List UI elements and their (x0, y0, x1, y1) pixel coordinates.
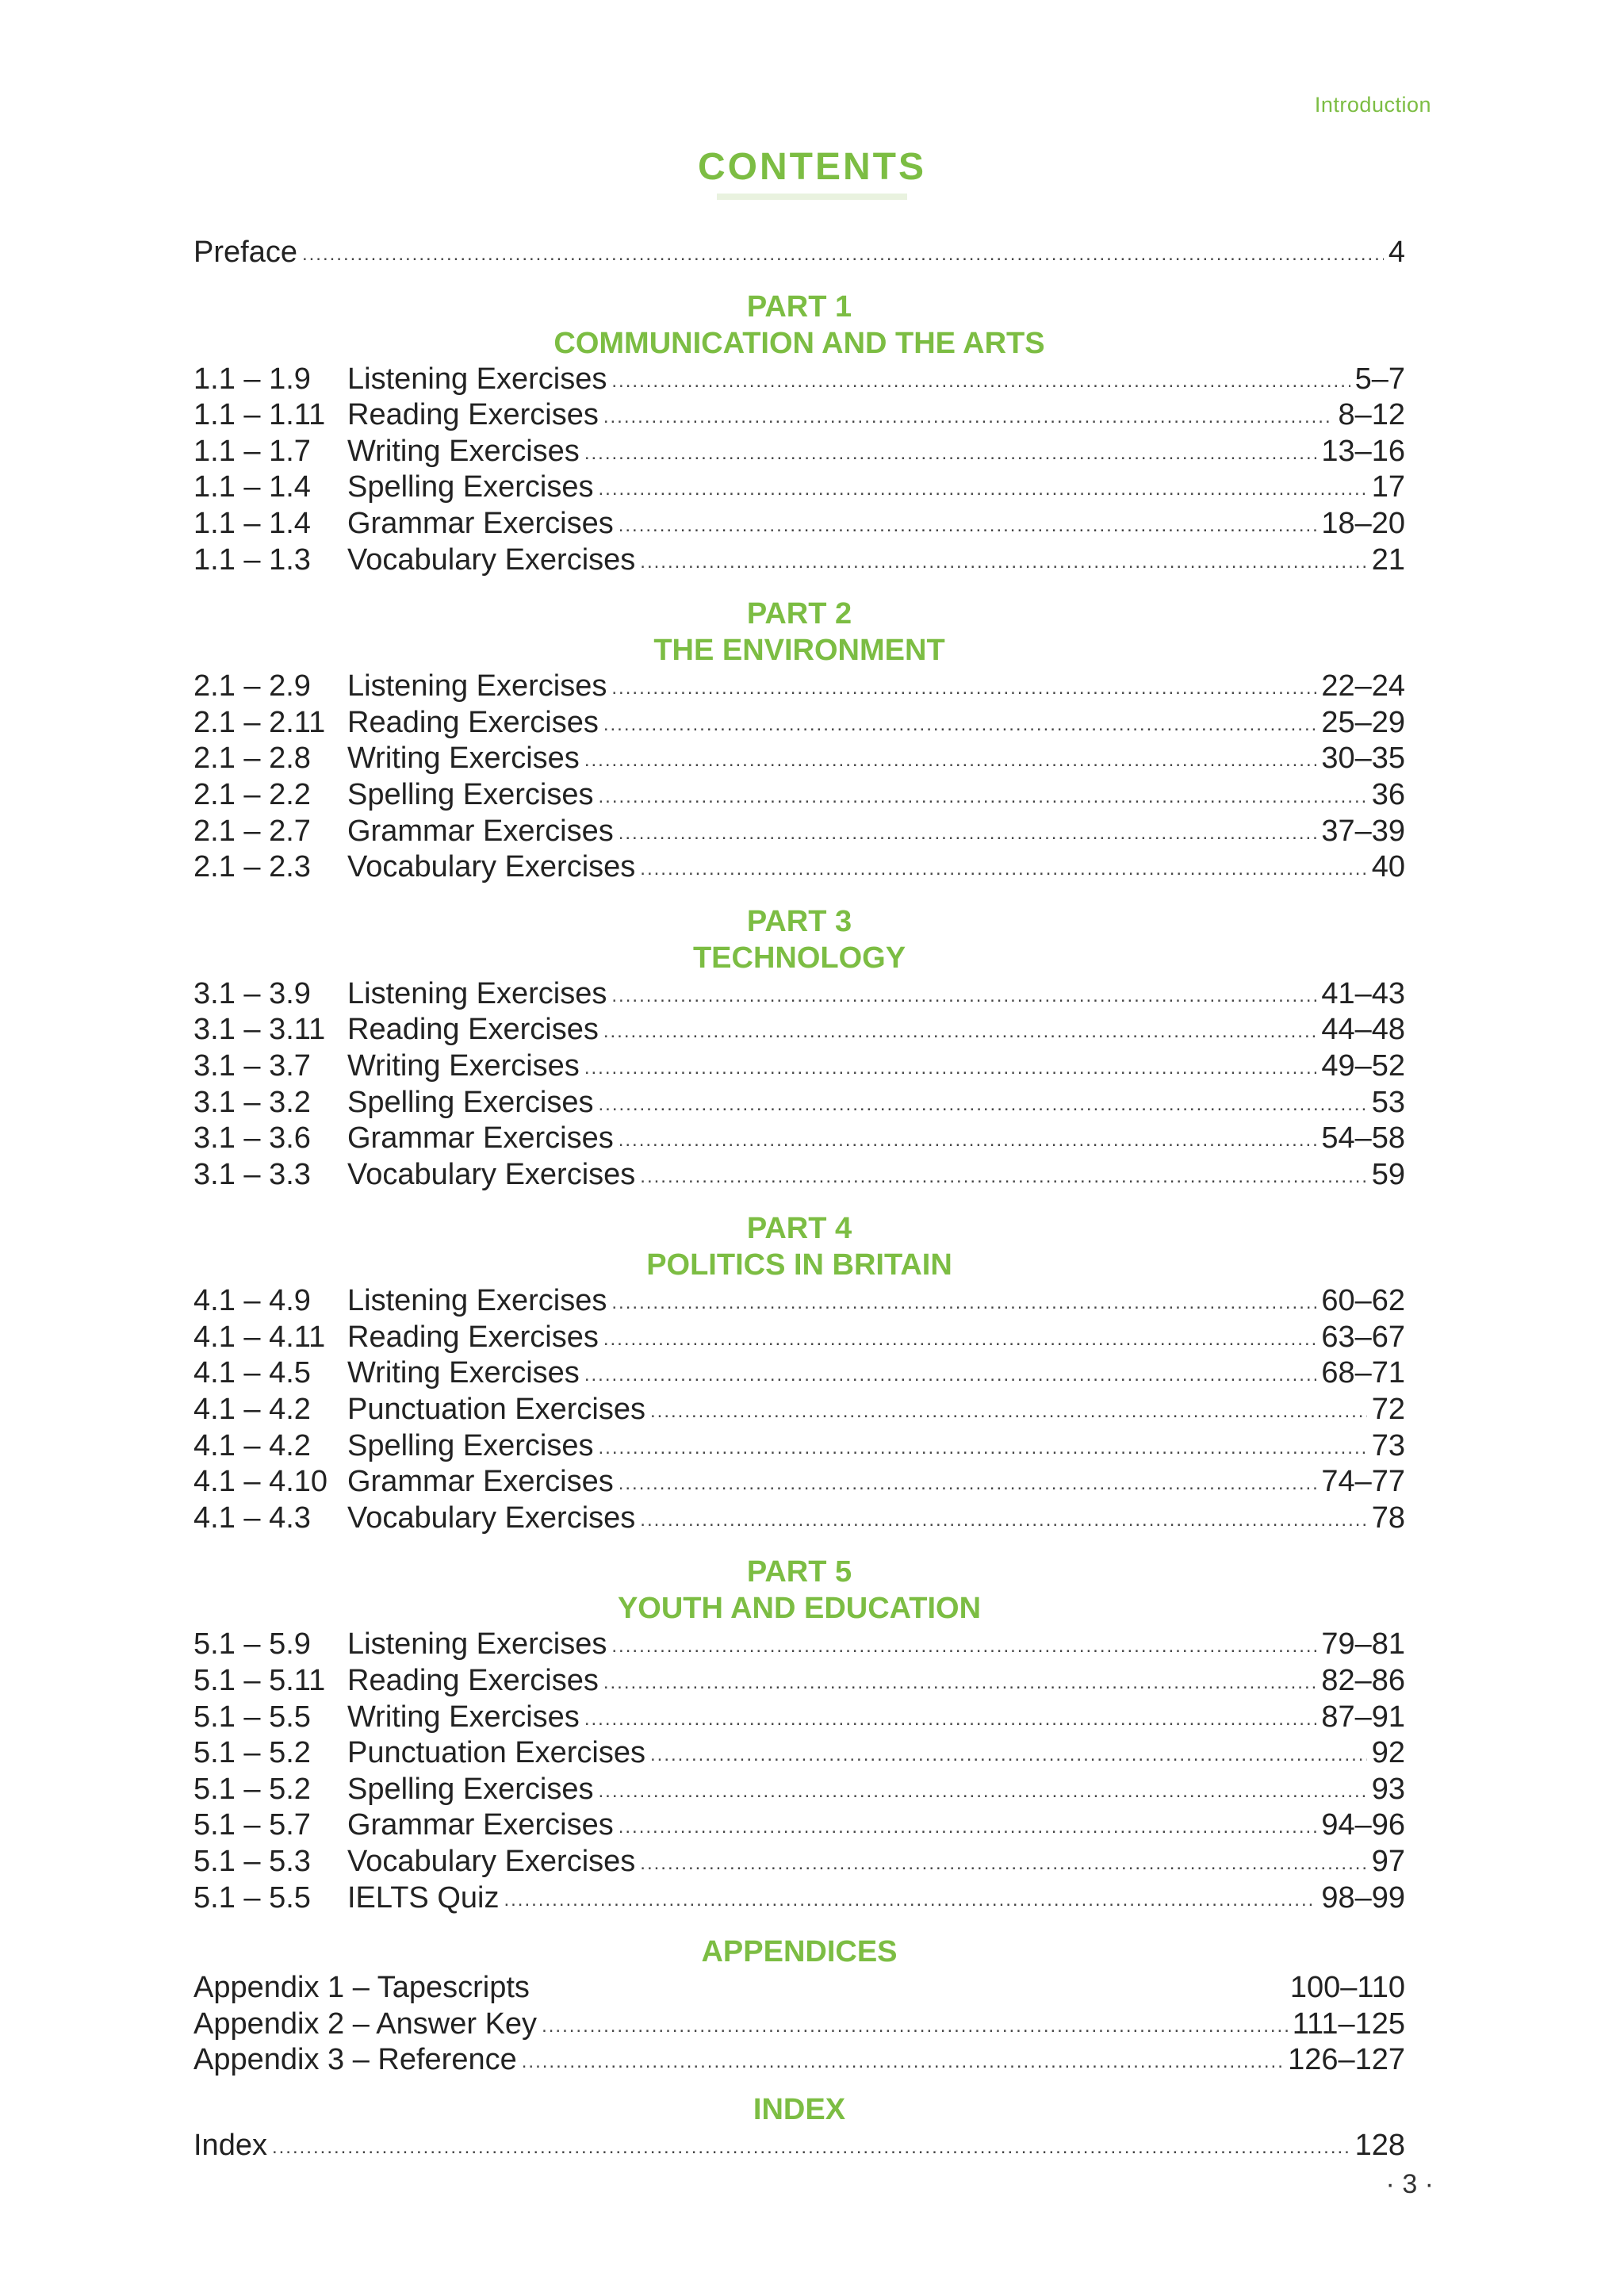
toc-entry-code: 5.1 – 5.5 (193, 1880, 311, 1915)
toc-entry-code: 2.1 – 2.3 (193, 850, 311, 884)
toc-entry-code: 3.1 – 3.7 (193, 1048, 311, 1083)
toc-entry-code: 3.1 – 3.11 (193, 1013, 326, 1047)
dot-leader (302, 236, 1384, 273)
toc-entry-page: 40 (1371, 850, 1405, 884)
part-section (193, 1554, 1405, 1934)
toc-entry-label: Vocabulary Exercises (347, 1501, 636, 1535)
toc-entry[interactable] (193, 976, 1405, 1013)
part-title: TECHNOLOGY (692, 941, 906, 975)
toc-entry-label: Spelling Exercises (347, 1428, 594, 1462)
toc-entry-index[interactable] (193, 2128, 1405, 2164)
toc-entry-page: 98–99 (1321, 1880, 1405, 1915)
toc-entry-code: 4.1 – 4.5 (193, 1356, 311, 1390)
toc-entry-label: Vocabulary Exercises (347, 850, 636, 884)
dot-leader (640, 1159, 1366, 1195)
toc-entry-page: 41–43 (1321, 976, 1405, 1010)
part-label: PART 2 (746, 597, 852, 631)
toc-entry-page: 18–20 (1321, 506, 1405, 540)
toc-entry-code: 4.1 – 4.2 (193, 1428, 311, 1462)
toc-entry-page: 79–81 (1321, 1627, 1405, 1662)
index-heading: INDEX (753, 2092, 846, 2126)
dot-leader (611, 1285, 1316, 1321)
toc-entry[interactable] (193, 814, 1405, 850)
dot-leader (272, 2129, 1350, 2166)
toc-entry-label: Writing Exercises (347, 742, 580, 776)
toc-entry[interactable] (193, 542, 1405, 579)
parts-list (193, 289, 1405, 1934)
toc-entry-page: 68–71 (1321, 1356, 1405, 1390)
dot-leader (619, 815, 1317, 852)
toc-entry-label: Grammar Exercises (347, 1465, 614, 1499)
dot-leader (542, 2008, 1288, 2045)
toc-entry-code: 1.1 – 1.4 (193, 470, 311, 504)
dot-leader (611, 670, 1316, 707)
toc-entry-page: 59 (1371, 1157, 1405, 1191)
toc-entry-label: Punctuation Exercises (347, 1393, 645, 1427)
toc-entry-page: 36 (1371, 777, 1405, 811)
table-of-contents (193, 235, 1405, 2164)
toc-entry[interactable] (193, 1121, 1405, 1157)
toc-entry-code: 3.1 – 3.3 (193, 1157, 311, 1191)
toc-entry-page: 4 (1388, 236, 1405, 269)
toc-entry-code: 2.1 – 2.9 (193, 669, 311, 703)
part-section (193, 1210, 1405, 1554)
toc-entry[interactable] (193, 849, 1405, 886)
part-label: PART 1 (746, 289, 852, 324)
spacer (193, 271, 1405, 289)
toc-entry-label: Reading Exercises (347, 1013, 599, 1047)
toc-entry-label: Reading Exercises (347, 1320, 599, 1354)
dot-leader (598, 1087, 1366, 1123)
dot-leader (603, 1321, 1317, 1358)
toc-entry-page: 44–48 (1321, 1013, 1405, 1047)
toc-entry-preface[interactable] (193, 235, 1405, 271)
toc-entry-page: 82–86 (1321, 1664, 1405, 1698)
toc-entry-label: Appendix 2 – Answer Key (193, 2007, 538, 2041)
toc-entry-page: 78 (1371, 1501, 1405, 1535)
toc-entry-code: 2.1 – 2.2 (193, 777, 311, 811)
part-section (193, 596, 1405, 903)
dot-leader (640, 544, 1366, 581)
toc-entry-label: Appendix 1 – Tapescripts (193, 1971, 530, 2005)
toc-entry-code: 5.1 – 5.2 (193, 1736, 311, 1770)
toc-entry-page: 53 (1371, 1085, 1405, 1119)
toc-entry-page: 54–58 (1321, 1121, 1405, 1156)
toc-entry-label: Listening Exercises (347, 976, 607, 1010)
dot-leader (598, 471, 1366, 508)
dot-leader (619, 508, 1317, 544)
toc-entry[interactable] (193, 1663, 1405, 1700)
toc-entry-code: 3.1 – 3.6 (193, 1121, 311, 1156)
dot-leader (650, 1393, 1367, 1430)
toc-entry-label: Reading Exercises (347, 1664, 599, 1698)
toc-entry-label: Spelling Exercises (347, 1085, 594, 1119)
toc-entry-page: 128 (1354, 2128, 1405, 2162)
toc-entry-label: Appendix 3 – Reference (193, 2043, 517, 2077)
toc-entry[interactable] (193, 1700, 1405, 1736)
toc-entry-code: 4.1 – 4.3 (193, 1501, 311, 1535)
toc-entry-appendix[interactable] (193, 2007, 1405, 2043)
toc-entry[interactable] (193, 1501, 1405, 1537)
spacer (193, 1193, 1405, 1210)
toc-entry-code: 1.1 – 1.11 (193, 398, 326, 432)
toc-entry[interactable] (193, 1048, 1405, 1085)
toc-entry[interactable] (193, 669, 1405, 705)
toc-entry-code: 4.1 – 4.10 (193, 1465, 328, 1499)
dot-leader (611, 1628, 1316, 1665)
toc-entry-page: 30–35 (1321, 742, 1405, 776)
toc-entry-appendix[interactable] (193, 2042, 1405, 2079)
toc-entry-label: Vocabulary Exercises (347, 1845, 636, 1878)
toc-entry-page: 5–7 (1354, 362, 1405, 396)
toc-entry-label: Listening Exercises (347, 669, 607, 703)
toc-entry-label: Writing Exercises (347, 1048, 580, 1083)
toc-entry[interactable] (193, 1428, 1405, 1465)
page-number: · 3 · (1385, 2169, 1434, 2199)
toc-entry-page: 72 (1371, 1393, 1405, 1427)
toc-entry-label: Grammar Exercises (347, 1808, 614, 1842)
dot-leader (584, 435, 1317, 472)
toc-entry[interactable] (193, 1085, 1405, 1121)
toc-entry-page: 17 (1371, 470, 1405, 504)
toc-entry-code: 5.1 – 5.9 (193, 1627, 311, 1662)
toc-entry-label: Listening Exercises (347, 1627, 607, 1662)
toc-entry-page: 97 (1371, 1845, 1405, 1878)
toc-entry-code: 4.1 – 4.9 (193, 1284, 311, 1318)
toc-entry-code: 1.1 – 1.4 (193, 506, 311, 540)
spacer (193, 1916, 1405, 1934)
toc-entry-page: 22–24 (1321, 669, 1405, 703)
dot-leader (584, 742, 1317, 779)
dot-leader (640, 1502, 1366, 1539)
dot-leader (611, 978, 1316, 1014)
page-title (698, 145, 926, 205)
toc-entry-page: 92 (1371, 1736, 1405, 1770)
part-label: PART 3 (746, 904, 852, 938)
toc-entry-code: 4.1 – 4.11 (193, 1320, 326, 1354)
toc-entry-page: 73 (1371, 1428, 1405, 1462)
toc-entry[interactable] (193, 1355, 1405, 1392)
title-block (0, 145, 1624, 205)
toc-entry-code: 3.1 – 3.2 (193, 1085, 311, 1119)
dot-leader (584, 1050, 1317, 1087)
part-label: PART 5 (746, 1555, 852, 1589)
toc-entry[interactable] (193, 362, 1405, 398)
dot-leader (603, 399, 1334, 435)
toc-entry[interactable] (193, 1772, 1405, 1808)
toc-entry[interactable] (193, 705, 1405, 742)
toc-entry-code: 3.1 – 3.9 (193, 976, 311, 1010)
part-title: COMMUNICATION AND THE ARTS (553, 326, 1045, 360)
toc-entry[interactable] (193, 1735, 1405, 1772)
dot-leader (598, 1773, 1366, 1810)
toc-entry[interactable] (193, 1392, 1405, 1428)
toc-entry-label: Grammar Exercises (347, 1121, 614, 1156)
part-title: YOUTH AND EDUCATION (617, 1592, 982, 1626)
toc-entry-label: Spelling Exercises (347, 1772, 594, 1806)
appendices-heading: APPENDICES (701, 1935, 898, 1969)
toc-entry[interactable] (193, 1464, 1405, 1501)
toc-entry-code: 4.1 – 4.2 (193, 1393, 311, 1427)
toc-entry-code: 5.1 – 5.11 (193, 1664, 326, 1698)
dot-leader (598, 1430, 1366, 1466)
toc-entry-code: 1.1 – 1.9 (193, 362, 311, 396)
toc-entry[interactable] (193, 777, 1405, 814)
toc-entry-label: Listening Exercises (347, 362, 607, 396)
toc-entry-code: 1.1 – 1.3 (193, 542, 311, 577)
toc-entry-page: 25–29 (1321, 705, 1405, 739)
toc-entry[interactable] (193, 1844, 1405, 1880)
toc-entry-page: 126–127 (1288, 2043, 1405, 2077)
dot-leader (619, 1809, 1317, 1846)
page-title-text: CONTENTS (698, 146, 926, 188)
toc-entry[interactable] (193, 434, 1405, 470)
toc-entry-label: Punctuation Exercises (347, 1736, 645, 1770)
toc-entry[interactable] (193, 1283, 1405, 1320)
dot-leader (640, 851, 1366, 887)
toc-entry-code: 2.1 – 2.11 (193, 705, 326, 739)
dot-leader (650, 1737, 1367, 1773)
toc-entry-page: 13–16 (1321, 434, 1405, 468)
toc-entry-label: Writing Exercises (347, 1356, 580, 1390)
dot-leader (598, 779, 1366, 815)
toc-entry-label: Grammar Exercises (347, 506, 614, 540)
toc-entry[interactable] (193, 1012, 1405, 1048)
part-section (193, 903, 1405, 1211)
part-title: POLITICS IN BRITAIN (646, 1248, 952, 1282)
toc-entry[interactable] (193, 741, 1405, 777)
toc-entry-label: Writing Exercises (347, 434, 580, 468)
toc-entry-page: 37–39 (1321, 814, 1405, 848)
toc-entry-page: 100–110 (1289, 1971, 1405, 2005)
toc-entry-page: 87–91 (1321, 1700, 1405, 1734)
toc-entry-page: 8–12 (1338, 398, 1405, 432)
dot-leader (611, 363, 1350, 400)
toc-entry-page: 60–62 (1321, 1284, 1405, 1318)
toc-entry-code: 5.1 – 5.2 (193, 1772, 311, 1806)
toc-entry-code: 5.1 – 5.5 (193, 1700, 311, 1734)
dot-leader (603, 1665, 1317, 1701)
title-underline (717, 194, 907, 200)
toc-entry-code: 2.1 – 2.7 (193, 814, 311, 848)
spacer (193, 886, 1405, 903)
dot-leader (603, 707, 1317, 743)
part-section (193, 289, 1405, 596)
toc-entry[interactable] (193, 470, 1405, 506)
toc-entry-label: Reading Exercises (347, 398, 599, 432)
toc-entry-label: Spelling Exercises (347, 470, 594, 504)
dot-leader (584, 1701, 1317, 1738)
part-title: THE ENVIRONMENT (653, 634, 945, 668)
toc-entry[interactable] (193, 1627, 1405, 1663)
dot-leader (619, 1466, 1317, 1502)
toc-entry-page: 93 (1371, 1772, 1405, 1806)
toc-entry-label: Grammar Exercises (347, 814, 614, 848)
toc-entry-label: Reading Exercises (347, 705, 599, 739)
dot-leader (619, 1122, 1317, 1159)
dot-leader (603, 1014, 1317, 1050)
spacer (193, 2079, 1405, 2091)
toc-entry-label: Preface (193, 236, 297, 269)
toc-entry-label: IELTS Quiz (347, 1880, 500, 1915)
toc-entry-page: 63–67 (1321, 1320, 1405, 1354)
toc-entry[interactable] (193, 1320, 1405, 1356)
toc-entry[interactable] (193, 506, 1405, 542)
part-label: PART 4 (746, 1212, 852, 1246)
toc-entry-appendix[interactable] (193, 1970, 1405, 2007)
toc-entry-label: Listening Exercises (347, 1284, 607, 1318)
dot-leader (640, 1846, 1366, 1882)
toc-entry-code: 5.1 – 5.3 (193, 1845, 311, 1878)
toc-entry[interactable] (193, 397, 1405, 434)
running-head: Introduction (1314, 93, 1431, 117)
toc-entry-page: 111–125 (1292, 2007, 1405, 2041)
toc-entry-label: Writing Exercises (347, 1700, 580, 1734)
toc-entry-page: 94–96 (1321, 1808, 1405, 1842)
toc-entry-page: 74–77 (1321, 1465, 1405, 1499)
spacer (193, 578, 1405, 596)
toc-entry[interactable] (193, 1880, 1405, 1917)
toc-entry-code: 1.1 – 1.7 (193, 434, 311, 468)
toc-entry[interactable] (193, 1807, 1405, 1844)
dot-leader (584, 1357, 1317, 1393)
toc-entry[interactable] (193, 1157, 1405, 1194)
toc-entry-label: Spelling Exercises (347, 777, 594, 811)
dot-leader (504, 1882, 1316, 1918)
toc-entry-page: 49–52 (1321, 1048, 1405, 1083)
toc-entry-page: 21 (1371, 542, 1405, 577)
dot-leader (522, 2044, 1283, 2080)
toc-entry-code: 2.1 – 2.8 (193, 742, 311, 776)
toc-entry-label: Vocabulary Exercises (347, 1157, 636, 1191)
toc-entry-label: Index (193, 2128, 267, 2162)
appendix-list (193, 1970, 1405, 2079)
toc-entry-label: Vocabulary Exercises (347, 542, 636, 577)
toc-entry-code: 5.1 – 5.7 (193, 1808, 311, 1842)
spacer (193, 1536, 1405, 1554)
